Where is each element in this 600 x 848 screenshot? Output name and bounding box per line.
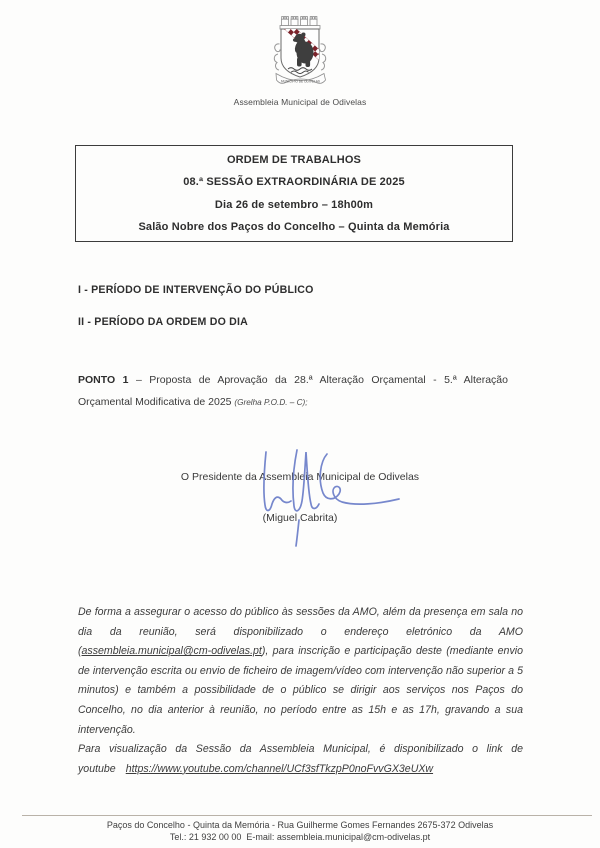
notice-p2-line1: Para visualização da Sessão da Assembleia Municipal, é disponibilizado o link de xyxy=(78,743,523,756)
youtube-link[interactable]: https://www.youtube.com/channel/UCf3sfTkzpP0noFvvGX3eUXw xyxy=(125,762,434,775)
public-access-notice xyxy=(78,603,523,779)
ribbon-text: MUNICÍPIO DE ODIVELAS xyxy=(281,79,320,84)
mural-crown xyxy=(280,17,320,30)
agenda-venue: Salão Nobre dos Paços do Concelho – Quinta da Memória xyxy=(138,220,450,233)
signature-title: O Presidente da Assembleia Municipal de Odivelas xyxy=(180,471,420,483)
ponto1-separator: – xyxy=(128,373,150,386)
agenda-header-box xyxy=(75,145,513,242)
section-period-public: I - PERÍODO DE INTERVENÇÃO DO PÚBLICO xyxy=(78,284,314,296)
agenda-session: 08.ª SESSÃO EXTRAORDINÁRIA DE 2025 xyxy=(183,176,405,189)
footer-divider xyxy=(22,815,592,816)
notice-p1-text-a: De forma a assegurar o acesso do público às sessões da AMO, além da presença em sala no dia da reunião, será disponibilizado o endereço eletrónico da AMO ( xyxy=(78,606,523,658)
notice-paragraph-2 xyxy=(78,740,523,779)
ponto1-body: Proposta de Aprovação da 28.ª Alteração Orçamental - 5.ª Alteração Orçamental Modificativa de 2025 xyxy=(78,373,508,408)
signature-name: (Miguel Cabrita) xyxy=(262,512,338,524)
ponto1-label: PONTO 1 xyxy=(78,373,129,386)
crest-container xyxy=(0,14,600,99)
agenda-datetime: Dia 26 de setembro – 18h00m xyxy=(214,198,374,211)
footer xyxy=(0,820,600,843)
agenda-title: ORDEM DE TRABALHOS xyxy=(226,154,362,166)
organization-name: Assembleia Municipal de Odivelas xyxy=(233,97,367,107)
notice-p2-line2 xyxy=(78,760,523,780)
agenda-item-ponto1 xyxy=(78,369,508,414)
signature-ink xyxy=(242,444,402,549)
footer-contacts: Tel.: 21 932 00 00 E-mail: assembleia.municipal@cm-odivelas.pt xyxy=(169,831,431,842)
section-period-agenda: II - PERÍODO DA ORDEM DO DIA xyxy=(78,316,249,328)
email-link[interactable]: assembleia.municipal@cm-odivelas.pt xyxy=(81,645,262,658)
footer-address: Paços do Concelho - Quinta da Memória - Rua Guilherme Gomes Fernandes 2675-372 Odivelas xyxy=(106,820,494,830)
ponto1-note: (Grelha P.O.D. – C); xyxy=(234,397,308,407)
youtube-word: youtube xyxy=(78,762,116,775)
notice-p1-text-b: ), para inscrição e participação deste (mediante envio de intervenção escrita ou envio de ficheiro de imagem/vídeo com intervenção não superior a 5 minutos) e também a possibilidade de o público se dirigir aos serviços nos Paços do Concelho, no dia anterior à reunião, no período entre as 15h e as 17h, gravando a sua intervenção. xyxy=(78,645,523,736)
municipal-crest-icon xyxy=(265,14,335,94)
notice-paragraph-1 xyxy=(78,603,523,740)
